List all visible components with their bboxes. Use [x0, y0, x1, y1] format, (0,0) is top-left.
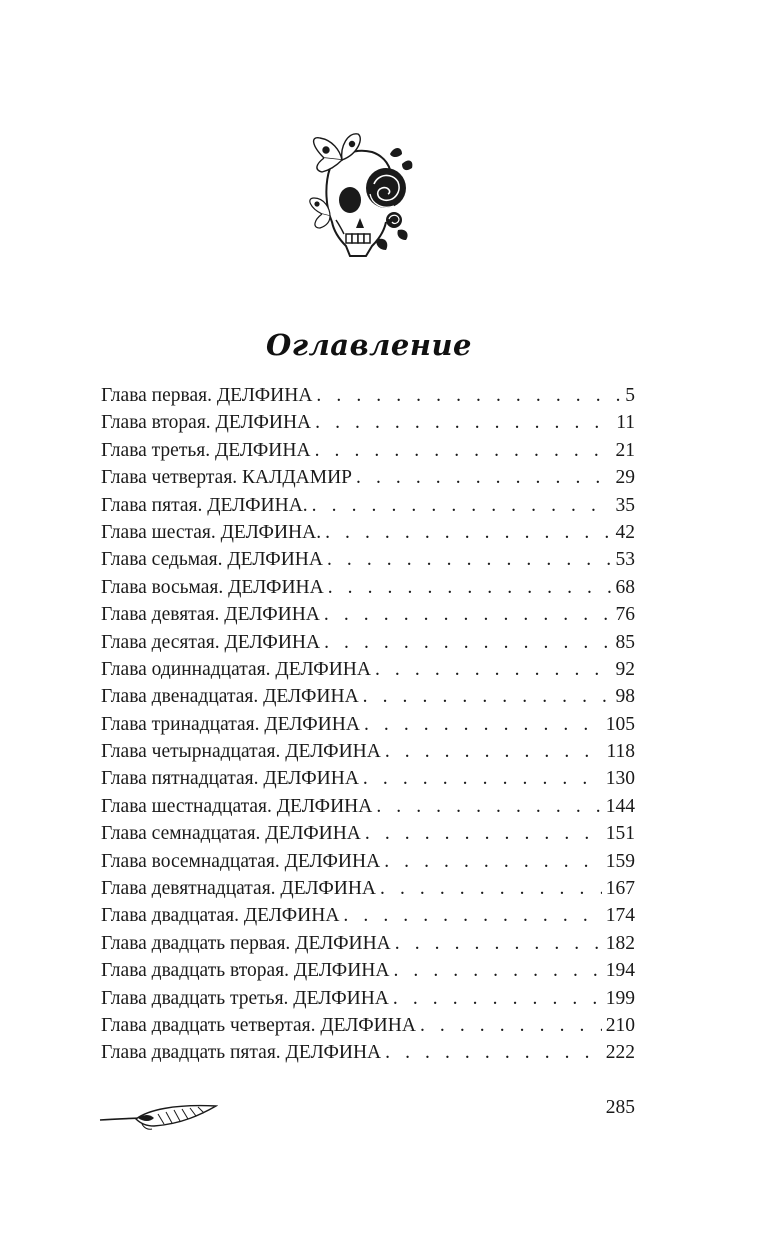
toc-page-number: 144: [605, 795, 635, 817]
toc-page-number: 199: [605, 987, 635, 1009]
toc-entry[interactable]: [101, 629, 635, 656]
toc-chapter-title: Глава восьмая. ДЕЛФИНА: [101, 576, 324, 598]
toc-dot-leader: [324, 601, 612, 628]
toc-dot-leader: [324, 629, 611, 656]
toc-page-number: 222: [605, 1042, 635, 1064]
toc-chapter-title: Глава двадцать пятая. ДЕЛФИНА: [101, 1042, 382, 1064]
toc-chapter-title: Глава двадцать вторая. ДЕЛФИНА: [101, 960, 390, 982]
toc-page-number: 167: [605, 878, 635, 900]
toc-chapter-title: Глава двадцать третья. ДЕЛФИНА: [101, 987, 389, 1009]
toc-dot-leader: [393, 985, 602, 1012]
toc-page-number: 98: [615, 686, 635, 708]
toc-entry[interactable]: [101, 957, 635, 984]
toc-page-number: 53: [615, 549, 635, 571]
toc-entry[interactable]: [101, 711, 635, 738]
toc-dot-leader: [327, 546, 612, 573]
toc-entry[interactable]: [101, 492, 635, 519]
toc-dot-leader: [384, 848, 602, 875]
toc-chapter-title: Глава пятнадцатая. ДЕЛФИНА: [101, 768, 359, 790]
skull-rose-moth-icon: [302, 128, 414, 264]
toc-chapter-title: Глава седьмая. ДЕЛФИНА: [101, 549, 323, 571]
toc-chapter-title: Глава третья. ДЕЛФИНА: [101, 439, 311, 461]
toc-dot-leader: [316, 382, 621, 409]
toc-entry[interactable]: [101, 409, 635, 436]
toc-entry[interactable]: [101, 1039, 635, 1066]
toc-page-number: 194: [605, 960, 635, 982]
toc-dot-leader: [375, 656, 612, 683]
toc-entry[interactable]: [101, 464, 635, 491]
quill-feather-icon: [98, 1102, 218, 1132]
toc-chapter-title: Глава четырнадцатая. ДЕЛФИНА: [101, 741, 381, 763]
toc-entry[interactable]: [101, 793, 635, 820]
toc-page-number: 130: [605, 768, 635, 790]
toc-page-number: 159: [605, 850, 635, 872]
toc-chapter-title: Глава семнадцатая. ДЕЛФИНА: [101, 823, 361, 845]
toc-entry[interactable]: [101, 1012, 635, 1039]
toc-page-number: 182: [605, 932, 635, 954]
toc-page-number: 29: [615, 467, 635, 489]
toc-entry[interactable]: [101, 820, 635, 847]
toc-dot-leader: [395, 930, 602, 957]
toc-dot-leader: [364, 711, 602, 738]
toc-page-number: 76: [615, 604, 635, 626]
toc-title: Оглавление: [266, 328, 472, 362]
toc-entry[interactable]: [101, 382, 635, 409]
toc-page-number: 92: [615, 658, 635, 680]
toc-dot-leader: [393, 957, 601, 984]
toc-chapter-title: Глава вторая. ДЕЛФИНА: [101, 412, 312, 434]
toc-dot-leader: [385, 1039, 602, 1066]
toc-chapter-title: Глава тринадцатая. ДЕЛФИНА: [101, 713, 360, 735]
toc-dot-leader: [315, 437, 612, 464]
toc-page-number: 68: [615, 576, 635, 598]
toc-entry[interactable]: [101, 875, 635, 902]
toc-page-number: 11: [616, 412, 635, 434]
toc-chapter-title: Глава шестая. ДЕЛФИНА.: [101, 521, 322, 543]
toc-chapter-title: Глава двадцать первая. ДЕЛФИНА: [101, 932, 391, 954]
toc-dot-leader: [315, 409, 612, 436]
toc-chapter-title: Глава восемнадцатая. ДЕЛФИНА: [101, 850, 381, 872]
toc-entry[interactable]: [101, 656, 635, 683]
toc-chapter-title: Глава четвертая. КАЛДАМИР: [101, 467, 352, 489]
page-number: 285: [605, 1097, 635, 1118]
toc-page-number: 85: [615, 631, 635, 653]
toc-dot-leader: [365, 820, 602, 847]
toc-entry[interactable]: [101, 985, 635, 1012]
toc-dot-leader: [356, 464, 612, 491]
toc-dot-leader: [343, 902, 601, 929]
toc-dot-leader: [376, 793, 601, 820]
toc-page-number: 5: [625, 385, 635, 406]
toc-chapter-title: Глава пятая. ДЕЛФИНА.: [101, 494, 308, 516]
toc-dot-leader: [325, 519, 611, 546]
toc-page-number: 118: [606, 741, 635, 763]
toc-page-number: 35: [615, 494, 635, 516]
toc-page-number: 174: [605, 905, 635, 927]
toc-chapter-title: Глава девятая. ДЕЛФИНА: [101, 604, 320, 626]
toc-page-number: 42: [615, 521, 635, 543]
toc-chapter-title: Глава шестнадцатая. ДЕЛФИНА: [101, 795, 373, 817]
toc-dot-leader: [363, 765, 602, 792]
toc-chapter-title: Глава десятая. ДЕЛФИНА: [101, 631, 321, 653]
toc-entry[interactable]: [101, 738, 635, 765]
toc-chapter-title: Глава двадцать четвертая. ДЕЛФИНА: [101, 1014, 416, 1036]
toc-entry[interactable]: [101, 902, 635, 929]
toc-dot-leader: [420, 1012, 602, 1039]
toc-dot-leader: [380, 875, 602, 902]
toc-entry[interactable]: [101, 574, 635, 601]
toc-chapter-title: Глава первая. ДЕЛФИНА: [101, 385, 313, 406]
toc-entry[interactable]: [101, 519, 635, 546]
toc-entry[interactable]: [101, 683, 635, 710]
toc-dot-leader: [385, 738, 603, 765]
toc-dot-leader: [328, 574, 612, 601]
toc-chapter-title: Глава девятнадцатая. ДЕЛФИНА: [101, 878, 376, 900]
toc-entry[interactable]: [101, 930, 635, 957]
toc-dot-leader: [363, 683, 612, 710]
toc-entry[interactable]: [101, 437, 635, 464]
toc-entry[interactable]: [101, 765, 635, 792]
toc-page-number: 210: [605, 1014, 635, 1036]
toc-dot-leader: [312, 492, 612, 519]
toc-chapter-title: Глава двенадцатая. ДЕЛФИНА: [101, 686, 359, 708]
toc-page-number: 21: [615, 439, 635, 461]
toc-entry[interactable]: [101, 546, 635, 573]
toc-entry[interactable]: [101, 601, 635, 628]
toc-chapter-title: Глава одиннадцатая. ДЕЛФИНА: [101, 658, 371, 680]
table-of-contents: [101, 382, 635, 1067]
toc-page-number: 105: [605, 713, 635, 735]
toc-chapter-title: Глава двадцатая. ДЕЛФИНА: [101, 905, 340, 927]
toc-entry[interactable]: [101, 848, 635, 875]
toc-page-number: 151: [605, 823, 635, 845]
